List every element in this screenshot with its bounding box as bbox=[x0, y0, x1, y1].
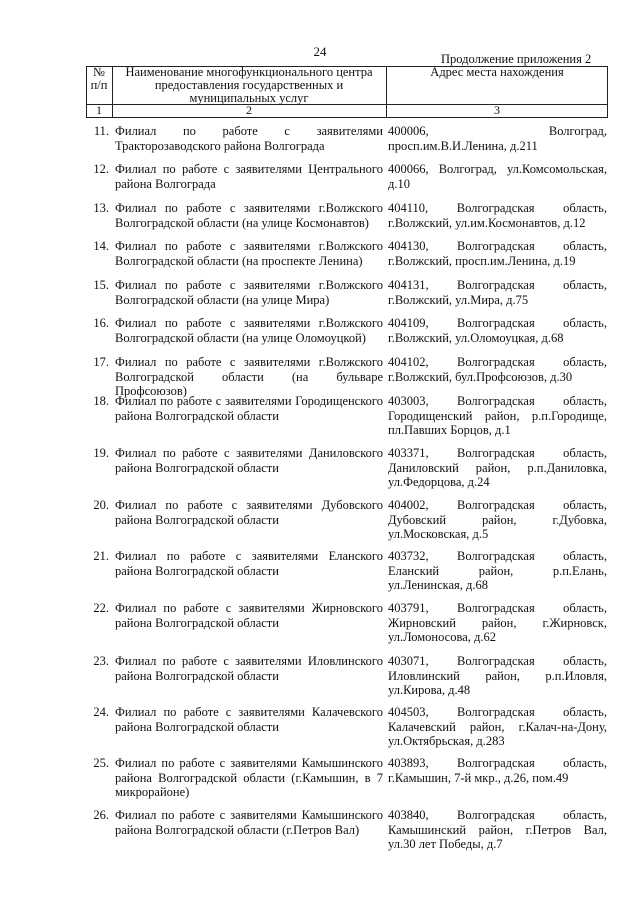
row-center-name: Филиал по работе с заявителями г.Волжского Волгоградской области (на улице Оломоуцкой) bbox=[115, 316, 383, 345]
row-number: 19. bbox=[93, 446, 109, 460]
row-address: 403840, Волгоградская область, Камышинский район, г.Петров Вал, ул.30 лет Победы, д.7 bbox=[388, 808, 607, 851]
row-number: 24. bbox=[93, 705, 109, 719]
row-center-name: Филиал по работе с заявителями Центрального района Волгограда bbox=[115, 162, 383, 191]
row-number: 14. bbox=[93, 239, 109, 253]
row-center-name: Филиал по работе с заявителями г.Волжского Волгоградской области (на бульваре Профсоюзов) bbox=[115, 355, 383, 398]
row-number: 12. bbox=[93, 162, 109, 176]
row-number: 20. bbox=[93, 498, 109, 512]
row-center-name: Филиал по работе с заявителями г.Волжского Волгоградской области (на проспекте Ленина) bbox=[115, 239, 383, 268]
row-address: 403371, Волгоградская область, Даниловский район, р.п.Даниловка, ул.Федорцова, д.24 bbox=[388, 446, 607, 489]
row-center-name: Филиал по работе с заявителями г.Волжского Волгоградской области (на улице Космонавтов) bbox=[115, 201, 383, 230]
row-number: 13. bbox=[93, 201, 109, 215]
row-address: 404131, Волгоградская область, г.Волжский, ул.Мира, д.75 bbox=[388, 278, 607, 307]
row-address: 404110, Волгоградская область, г.Волжский, ул.им.Космонавтов, д.12 bbox=[388, 201, 607, 230]
header-name: Наименование многофункционального центра предоставления государственных и муниципальных услуг bbox=[125, 65, 373, 105]
row-center-name: Филиал по работе с заявителями Камышинского района Волгоградской области (г.Камышин, в 7 микрорайоне) bbox=[115, 756, 383, 799]
row-address: 400066, Волгоград, ул.Комсомольская, д.10 bbox=[388, 162, 607, 191]
row-address: 404102, Волгоградская область, г.Волжский, бул.Профсоюзов, д.30 bbox=[388, 355, 607, 384]
row-number: 17. bbox=[93, 355, 109, 369]
row-number: 18. bbox=[93, 394, 109, 408]
row-address: 403732, Волгоградская область, Еланский район, р.п.Елань, ул.Ленинская, д.68 bbox=[388, 549, 607, 592]
row-address: 404130, Волгоградская область, г.Волжский, просп.им.Ленина, д.19 bbox=[388, 239, 607, 268]
row-center-name: Филиал по работе с заявителями Тракторозаводского района Волгограда bbox=[115, 124, 383, 153]
row-number: 23. bbox=[93, 654, 109, 668]
column-number-2: 2 bbox=[246, 103, 252, 117]
row-address: 400006, Волгоград, просп.им.В.И.Ленина, д.211 bbox=[388, 124, 607, 153]
row-address: 403893, Волгоградская область, г.Камышин, 7-й мкр., д.26, пом.49 bbox=[388, 756, 607, 785]
row-address: 403003, Волгоградская область, Городищенский район, р.п.Городище, пл.Павших Борцов, д.1 bbox=[388, 394, 607, 437]
row-number: 21. bbox=[93, 549, 109, 563]
header-num: № п/п bbox=[90, 65, 108, 92]
row-center-name: Филиал по работе с заявителями Даниловского района Волгоградской области bbox=[115, 446, 383, 475]
row-address: 404002, Волгоградская область, Дубовский район, г.Дубовка, ул.Московская, д.5 bbox=[388, 498, 607, 541]
row-number: 16. bbox=[93, 316, 109, 330]
row-center-name: Филиал по работе с заявителями Жирновского района Волгоградской области bbox=[115, 601, 383, 630]
row-center-name: Филиал по работе с заявителями Калачевского района Волгоградской области bbox=[115, 705, 383, 734]
row-center-name: Филиал по работе с заявителями Городищенского района Волгоградской области bbox=[115, 394, 383, 423]
row-number: 22. bbox=[93, 601, 109, 615]
column-number-3: 3 bbox=[494, 103, 500, 117]
row-number: 25. bbox=[93, 756, 109, 770]
row-center-name: Филиал по работе с заявителями Дубовского района Волгоградской области bbox=[115, 498, 383, 527]
row-address: 403071, Волгоградская область, Иловлинский район, р.п.Иловля, ул.Кирова, д.48 bbox=[388, 654, 607, 697]
header-address: Адрес места нахождения bbox=[430, 65, 564, 79]
column-number-row bbox=[86, 104, 608, 117]
row-center-name: Филиал по работе с заявителями Камышинского района Волгоградской области (г.Петров Вал) bbox=[115, 808, 383, 837]
page-number: 24 bbox=[313, 44, 327, 59]
row-center-name: Филиал по работе с заявителями Еланского района Волгоградской области bbox=[115, 549, 383, 578]
row-address: 404503, Волгоградская область, Калачевский район, г.Калач-на-Дону, ул.Октябрьская, д.283 bbox=[388, 705, 607, 748]
row-center-name: Филиал по работе с заявителями Иловлинского района Волгоградской области bbox=[115, 654, 383, 683]
row-address: 403791, Волгоградская область, Жирновский район, г.Жирновск, ул.Ломоносова, д.62 bbox=[388, 601, 607, 644]
row-number: 11. bbox=[93, 124, 109, 138]
row-center-name: Филиал по работе с заявителями г.Волжского Волгоградской области (на улице Мира) bbox=[115, 278, 383, 307]
row-address: 404109, Волгоградская область, г.Волжский, ул.Оломоуцкая, д.68 bbox=[388, 316, 607, 345]
row-number: 15. bbox=[93, 278, 109, 292]
column-number-1: 1 bbox=[96, 103, 102, 117]
row-number: 26. bbox=[93, 808, 109, 822]
continuation-label: Продолжение приложения 2 bbox=[441, 52, 592, 66]
